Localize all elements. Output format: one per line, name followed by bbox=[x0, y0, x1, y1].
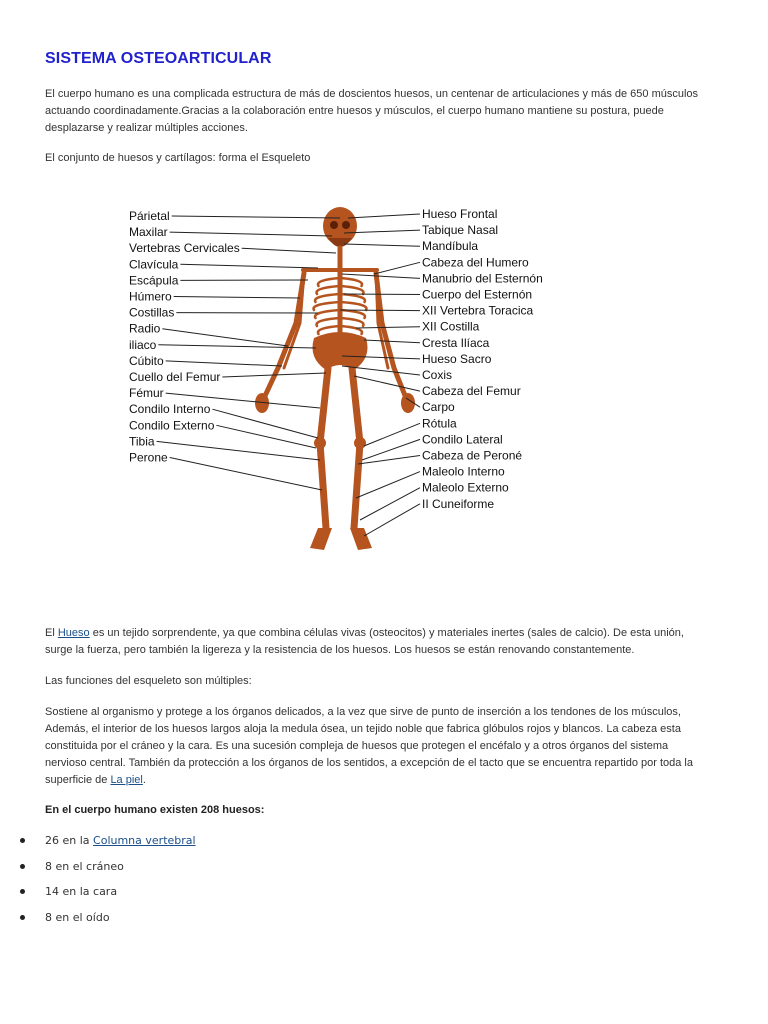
leader-line bbox=[364, 504, 420, 536]
leader-line bbox=[342, 274, 420, 278]
bone-label-left: Párietal bbox=[129, 209, 170, 223]
page-title: SISTEMA OSTEOARTICULAR bbox=[45, 50, 272, 67]
list-item bbox=[20, 834, 196, 860]
rib bbox=[315, 310, 340, 318]
leader-line bbox=[344, 244, 420, 246]
leader-line bbox=[358, 456, 420, 465]
sostiene-line-4: nervioso central. También da protección a los órganos de los sentidos, a excepción de el tacto que se encuentra repartido por toda la bbox=[45, 757, 693, 769]
sostiene-line-5: superficie de bbox=[45, 774, 111, 786]
bone-label-right: Tabique Nasal bbox=[422, 223, 499, 238]
bone-label-right: Mandíbula bbox=[422, 239, 479, 254]
bone-label-right: Coxis bbox=[422, 368, 453, 382]
leader-line bbox=[364, 340, 420, 343]
rib bbox=[340, 310, 365, 318]
intro-line-1: El cuerpo humano es una complicada estructura de más de doscientos huesos, un centenar de articulaciones y más de 650 músculos bbox=[45, 88, 699, 100]
bone-label-left: iliaco bbox=[129, 337, 157, 352]
list-item-text: 14 en la cara bbox=[45, 885, 118, 898]
rib bbox=[340, 278, 362, 286]
rib bbox=[316, 318, 340, 326]
bone-label-left: Cúbito bbox=[129, 353, 164, 368]
bullet-icon bbox=[20, 889, 25, 894]
list-item bbox=[20, 860, 196, 886]
right-foot bbox=[350, 528, 372, 550]
bullet-icon bbox=[20, 838, 25, 843]
sostiene-line-2: Además, el interior de los huesos largos aloja la medula ósea, un tejido noble que fabrica glóbulos rojos y blancos. La cabeza esta bbox=[45, 723, 681, 735]
bone-label-right: Rótula bbox=[422, 416, 457, 431]
rib bbox=[314, 302, 340, 310]
leader-line bbox=[242, 248, 336, 253]
hueso-line-2: surge la fuerza, pero también la ligereza y la resistencia de los huesos. Los huesos se están renovando constantemente. bbox=[45, 644, 635, 656]
eye-socket bbox=[342, 221, 350, 229]
bone-label-left: Costillas bbox=[129, 305, 175, 320]
bones-list bbox=[20, 834, 196, 936]
bone-label-right: Maleolo Externo bbox=[422, 480, 509, 495]
bone-label-right: Hueso Sacro bbox=[422, 351, 492, 366]
leader-line bbox=[344, 294, 420, 295]
bone-label-left: Escápula bbox=[129, 273, 179, 288]
bone-label-left: Vertebras Cervicales bbox=[129, 241, 240, 256]
skeleton-diagram bbox=[118, 198, 568, 568]
funciones-paragraph: Las funciones del esqueleto son múltiples: bbox=[45, 675, 252, 687]
rib bbox=[340, 286, 364, 294]
rib bbox=[315, 294, 340, 302]
bullet-icon bbox=[20, 915, 25, 920]
leader-line bbox=[172, 216, 340, 218]
bone-label-right: Cabeza de Peroné bbox=[422, 448, 523, 463]
hueso-text-post: es un tejido sorprendente, ya que combina células vivas (osteocitos) y materiales inertes (sales de calcio). De esta unión, bbox=[89, 627, 684, 639]
leader-line bbox=[354, 376, 420, 391]
intro-paragraph bbox=[45, 86, 725, 137]
list-item-text: 26 en la bbox=[45, 834, 94, 847]
bone-label-right: Cabeza del Humero bbox=[422, 255, 529, 270]
left-knee bbox=[314, 437, 326, 449]
pelvis bbox=[313, 332, 368, 370]
bone-label-right: Condilo Lateral bbox=[422, 432, 503, 447]
rib bbox=[318, 278, 340, 286]
hueso-link[interactable]: Hueso bbox=[57, 627, 90, 639]
leader-line bbox=[157, 441, 320, 460]
bone-label-left: Radio bbox=[129, 321, 161, 336]
bone-label-right: Manubrio del Esternón bbox=[422, 271, 543, 286]
list-item-text: 8 en el cráneo bbox=[45, 859, 124, 873]
bone-label-left: Condilo Externo bbox=[129, 418, 215, 433]
bone-label-left: Condilo Interno bbox=[129, 402, 211, 417]
intro-line-2: actuando coordinadamente.Gracias a la colaboración entre huesos y músculos, el cuerpo humano mantiene su postura, puede bbox=[45, 105, 664, 117]
leader-line bbox=[170, 458, 322, 491]
sostiene-line-3: constituida por el cráneo y la cara. Es una sucesión compleja de huesos que protegen el encéfalo y a otros órganos del sistema bbox=[45, 740, 669, 752]
leader-line bbox=[174, 297, 300, 299]
leader-line bbox=[340, 310, 420, 311]
leader-line bbox=[212, 409, 318, 438]
rib bbox=[340, 294, 365, 302]
bone-label-right: XII Costilla bbox=[422, 319, 480, 334]
columna-vertebral-link[interactable]: Columna vertebral bbox=[93, 834, 196, 847]
bullet-icon bbox=[20, 864, 25, 869]
bone-label-left: Perone bbox=[129, 450, 168, 465]
bone-label-left: Húmero bbox=[129, 289, 172, 304]
bone-label-left: Fémur bbox=[129, 386, 164, 401]
bone-label-right: II Cuneiforme bbox=[422, 496, 495, 511]
hueso-text-pre: El bbox=[45, 627, 58, 639]
leader-line bbox=[216, 425, 316, 448]
bone-label-right: Carpo bbox=[422, 400, 455, 415]
bone-label-right: Hueso Frontal bbox=[422, 207, 498, 221]
sostiene-line-5-end: . bbox=[142, 774, 146, 786]
bone-label-right: Cresta Ilíaca bbox=[422, 335, 490, 350]
bone-label-left: Clavícula bbox=[129, 257, 179, 272]
leader-line bbox=[348, 214, 420, 218]
bone-label-right: Maleolo Interno bbox=[422, 464, 505, 479]
rib bbox=[316, 286, 340, 294]
rib bbox=[340, 318, 364, 326]
skeleton-caption: El conjunto de huesos y cartílagos: forma el Esqueleto bbox=[45, 152, 311, 164]
list-item-text: 8 en el oído bbox=[45, 910, 110, 924]
rib bbox=[340, 302, 366, 310]
bones-count-heading: En el cuerpo humano existen 208 huesos: bbox=[45, 804, 265, 816]
leader-line bbox=[166, 361, 282, 366]
sostiene-line-1: Sostiene al organismo y protege a los órganos delicados, a la vez que sirve de punto de inserción a los tendones de los músculos, bbox=[45, 706, 681, 718]
bone-label-right: Cabeza del Femur bbox=[422, 384, 521, 399]
bone-label-left: Maxilar bbox=[129, 225, 168, 240]
leader-line bbox=[356, 472, 420, 498]
la-piel-link[interactable]: La piel bbox=[110, 774, 143, 786]
hueso-paragraph bbox=[45, 625, 725, 659]
left-arm bbox=[264, 273, 304, 398]
skeleton-figure bbox=[118, 198, 568, 568]
right-knee bbox=[354, 437, 366, 449]
left-foot bbox=[310, 528, 332, 550]
bone-label-left: Cuello del Femur bbox=[129, 370, 221, 384]
leader-line bbox=[374, 262, 420, 274]
bone-label-right: XII Vertebra Toracica bbox=[422, 303, 534, 318]
leader-line bbox=[180, 264, 318, 268]
intro-line-3: desplazarse y realizar múltiples acciones. bbox=[45, 122, 248, 134]
bone-label-right: Cuerpo del Esternón bbox=[422, 287, 533, 302]
leader-line bbox=[356, 327, 420, 328]
leader-line bbox=[170, 232, 332, 236]
skeleton-illustration bbox=[255, 207, 415, 550]
list-item bbox=[20, 911, 196, 937]
eye-socket bbox=[330, 221, 338, 229]
list-item bbox=[20, 885, 196, 911]
leader-line bbox=[162, 329, 288, 346]
sostiene-paragraph bbox=[45, 704, 725, 789]
bone-label-left: Tibia bbox=[129, 434, 155, 449]
